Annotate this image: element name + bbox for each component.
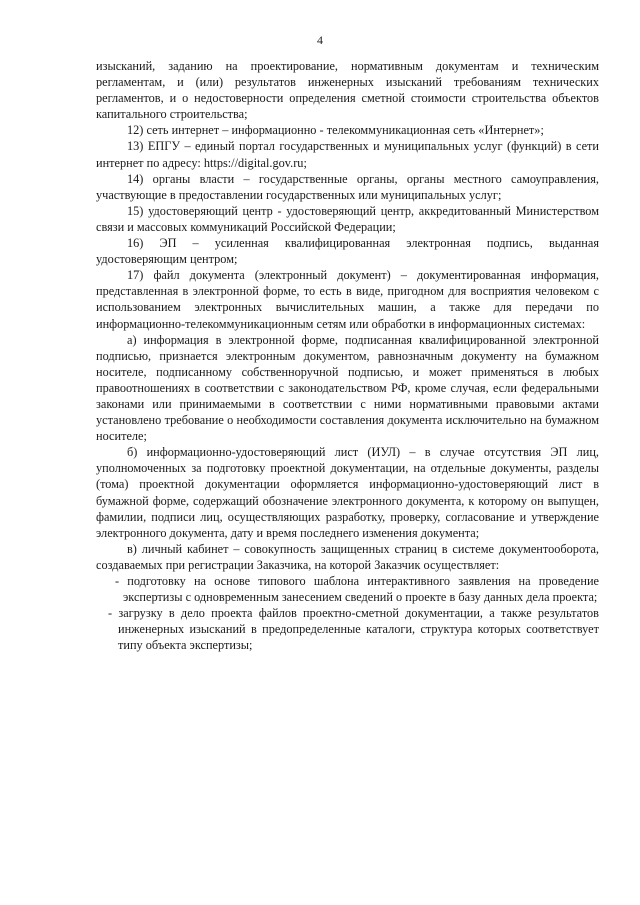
paragraph-item-12: 12) сеть интернет – информационно - телекоммуникационная сеть «Интернет»; xyxy=(127,123,544,138)
document-body xyxy=(96,58,599,653)
paragraph-item-15: 15) удостоверяющий центр - удостоверяющий центр, аккредитованный Министерством связи и массовых коммуникаций Российской Федерации; xyxy=(96,203,599,234)
paragraph-item-16: 16) ЭП – усиленная квалифицированная электронная подпись, выданная удостоверяющим центром; xyxy=(96,236,599,267)
paragraph-item-17: 17) файл документа (электронный документ) – документированная информация, представленная в электронной форме, то есть в виде, пригодном для восприятия человеком с использованием электронных вычислительных машин, а также для передачи по информационно-телекоммуникационным сетям или обработки в информационных системах: xyxy=(96,268,599,331)
paragraph-subitem-a: а) информация в электронной форме, подписанная квалифицированной электронной подписью, признается электронным документом, равнозначным документу на бумажном носителе, подписанному собственноручной подписью, и может применяться в любых правоотношениях в соответствии с законодательством РФ, кроме случая, если федеральными законами или принимаемыми в соответствии с ними нормативными правовыми актами установлено требование о необходимости составления документа исключительно на бумажном носителе; xyxy=(96,332,599,444)
list-item-dash-2: - загрузку в дело проекта файлов проектно-сметной документации, а также результатов инженерных изысканий в предопределенные каталоги, структура которых соответствует типу объекта экспертизы; xyxy=(108,606,599,653)
paragraph-item-13: 13) ЕПГУ – единый портал государственных и муниципальных услуг (функций) в сети интернет по адресу: https://digital.gov.ru; xyxy=(96,139,599,170)
paragraph-item-14: 14) органы власти – государственные органы, органы местного самоуправления, участвующие в предоставлении государственных или муниципальных услуг; xyxy=(96,171,599,202)
paragraph-subitem-b: б) информационно-удостоверяющий лист (ИУЛ) – в случае отсутствия ЭП лиц, уполномоченных за подготовку проектной документации, на отдельные документы, разделы (тома) проектной документации оформляется информационно-удостоверяющий лист в бумажной форме, содержащий обозначение электронного документа, к которому он выпущен, фамилии, подписи лиц, осуществляющих разработку, проверку, согласование и утверждение электронного документа, дату и время последнего изменения документа; xyxy=(96,445,599,540)
list-item-dash-1: - подготовку на основе типового шаблона интерактивного заявления на проведение экспертизы с одновременным занесением сведений о проекте в базу данных дела проекта; xyxy=(115,574,599,605)
paragraph-continuation: изысканий, заданию на проектирование, нормативным документам и техническим регламентам, и (или) результатов инженерных изысканий требованиям технических регламентов, и о недостоверности определения сметной стоимости строительства объектов капитального строительства; xyxy=(96,59,599,122)
paragraph-subitem-v: в) личный кабинет – совокупность защищенных страниц в системе документооборота, создаваемых при регистрации Заказчика, на которой Заказчик осуществляет: xyxy=(96,541,599,572)
page-number: 4 xyxy=(317,33,323,47)
